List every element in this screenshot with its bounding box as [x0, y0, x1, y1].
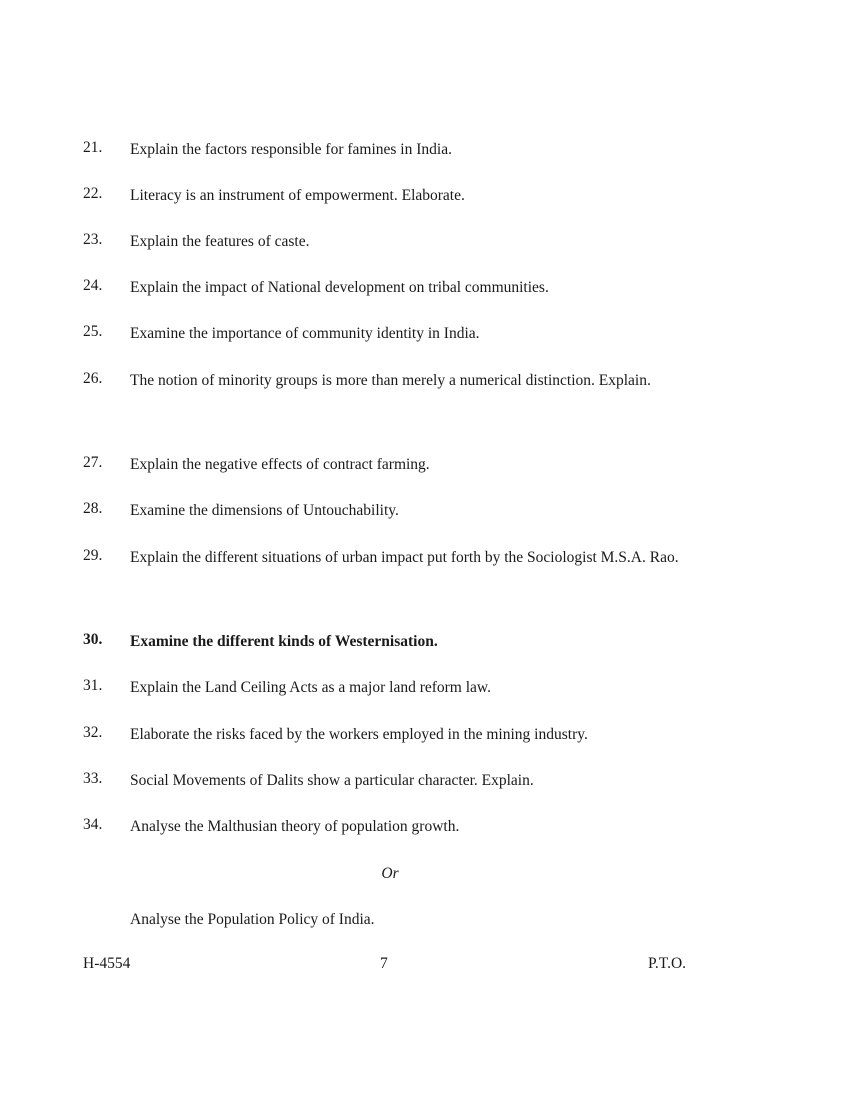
question-text: Examine the importance of community identity in India. [130, 325, 480, 342]
question-number: 26. [83, 370, 103, 387]
question-text: Elaborate the risks faced by the workers employed in the mining industry. [130, 726, 588, 743]
question-text: Explain the impact of National development on tribal communities. [130, 279, 549, 296]
question-text: Social Movements of Dalits show a particular character. Explain. [130, 772, 534, 789]
question-number: 31. [83, 677, 103, 694]
or-separator: Or [381, 865, 399, 882]
question-number: 27. [83, 454, 103, 471]
question-text: Explain the different situations of urban impact put forth by the Sociologist M.S.A. Rao. [130, 549, 679, 566]
question-text: Analyse the Malthusian theory of population growth. [130, 818, 460, 835]
paper-code: H-4554 [83, 955, 131, 972]
question-text: The notion of minority groups is more than merely a numerical distinction. Explain. [130, 372, 651, 389]
question-number: 30. [83, 631, 103, 648]
question-text: Explain the negative effects of contract farming. [130, 456, 430, 473]
question-number: 24. [83, 277, 103, 294]
question-number: 22. [83, 185, 103, 202]
question-text: Examine the dimensions of Untouchability. [130, 502, 399, 519]
question-text: Examine the different kinds of Westernisation. [130, 633, 438, 650]
question-number: 23. [83, 231, 103, 248]
question-number: 34. [83, 816, 103, 833]
question-text: Explain the factors responsible for famines in India. [130, 141, 452, 158]
question-text: Literacy is an instrument of empowerment. Elaborate. [130, 187, 465, 204]
page-number: 7 [380, 955, 388, 972]
pto-label: P.T.O. [648, 955, 687, 972]
question-number: 32. [83, 724, 103, 741]
question-text: Explain the features of caste. [130, 233, 310, 250]
question-number: 33. [83, 770, 103, 787]
question-number: 21. [83, 139, 103, 156]
question-number: 28. [83, 500, 103, 517]
question-number: 29. [83, 547, 103, 564]
question-number: 25. [83, 323, 103, 340]
question-text: Explain the Land Ceiling Acts as a major land reform law. [130, 679, 491, 696]
alternative-question: Analyse the Population Policy of India. [130, 911, 375, 928]
